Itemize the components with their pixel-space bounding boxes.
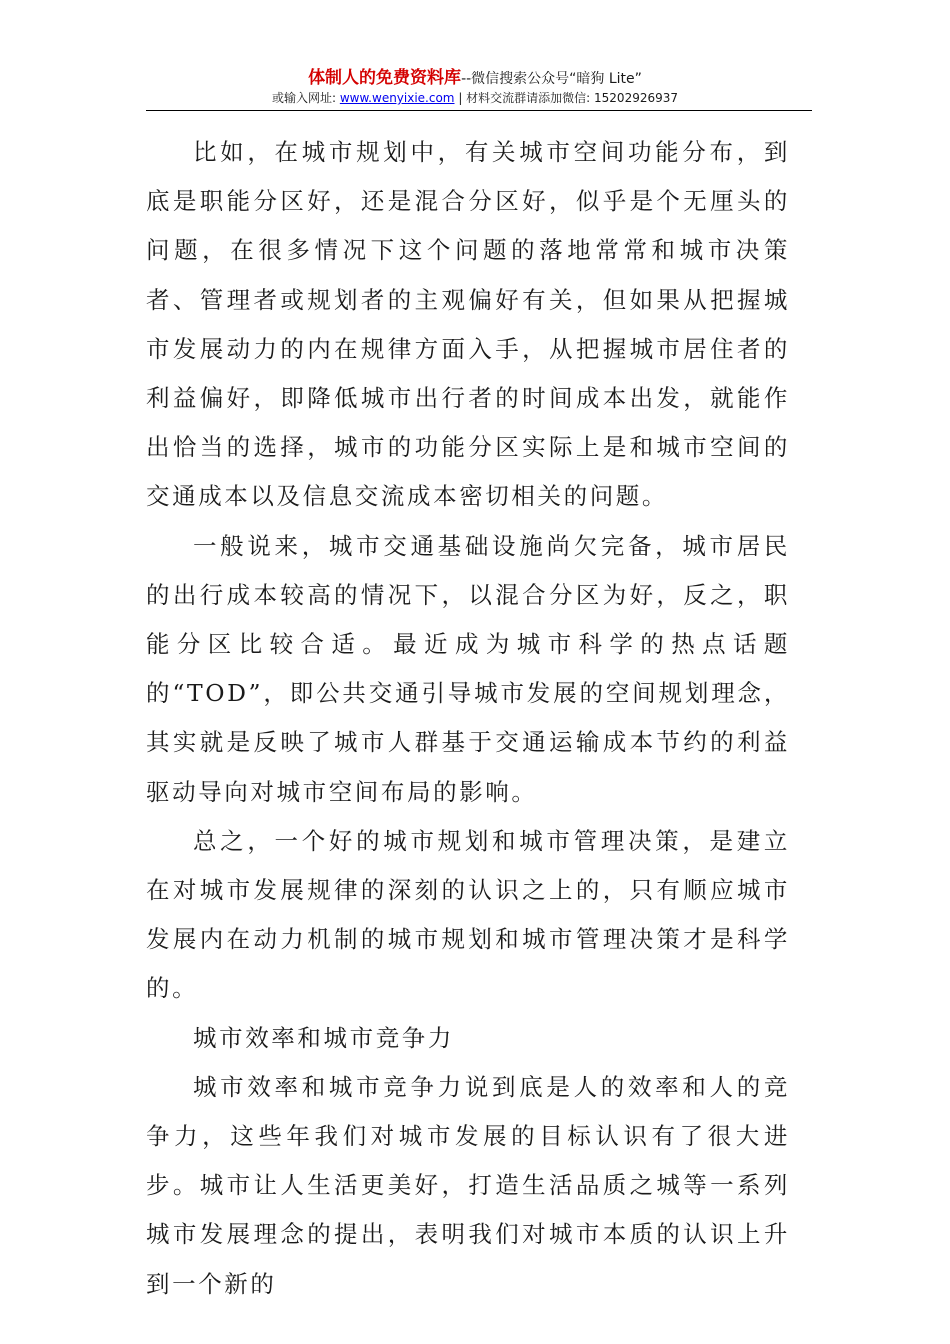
paragraph: 一般说来，城市交通基础设施尚欠完备，城市居民的出行成本较高的情况下，以混合分区为好，反之，职能分区比较合适。最近成为城市科学的热点话题的“TOD”，即公共交通引导城市发展的空间规划理念，其实就是反映了城市人群基于交通运输成本节约的利益驱动导向对城市空间布局的影响。: [146, 531, 790, 806]
header-url-prefix: 或输入网址:: [271, 91, 340, 105]
header-brand: 体制人的免费资料库: [308, 68, 462, 88]
header-tagline: --微信搜索公众号“暗狗 Lite”: [461, 71, 642, 87]
page-header: [0, 68, 950, 107]
website-link[interactable]: www.wenyixie.com: [339, 91, 455, 105]
document-body: [146, 128, 790, 1309]
paragraph: 比如，在城市规划中，有关城市空间功能分布，到底是职能分区好，还是混合分区好，似乎是个无厘头的问题，在很多情况下这个问题的落地常常和城市决策者、管理者或规划者的主观偏好有关，但如果从把握城市发展动力的内在规律方面入手，从把握城市居住者的利益偏好，即降低城市出行者的时间成本出发，就能作出恰当的选择，城市的功能分区实际上是和城市空间的交通成本以及信息交流成本密切相关的问题。: [146, 138, 790, 511]
paragraph: 城市效率和城市竞争力说到底是人的效率和人的竞争力，这些年我们对城市发展的目标认识有了很大进步。城市让人生活更美好，打造生活品质之城等一系列城市发展理念的提出，表明我们对城市本质的认识上升到一个新的: [146, 1072, 790, 1298]
header-line-1: [0, 68, 950, 89]
section-heading: 城市效率和城市竞争力: [193, 1023, 454, 1052]
header-divider: [146, 110, 812, 111]
header-contact: | 材料交流群请添加微信: 15202926937: [454, 91, 679, 105]
header-line-2: [0, 89, 950, 107]
paragraph: 总之，一个好的城市规划和城市管理决策，是建立在对城市发展规律的深刻的认识之上的，只有顺应城市发展内在动力机制的城市规划和城市管理决策才是科学的。: [146, 826, 790, 1003]
